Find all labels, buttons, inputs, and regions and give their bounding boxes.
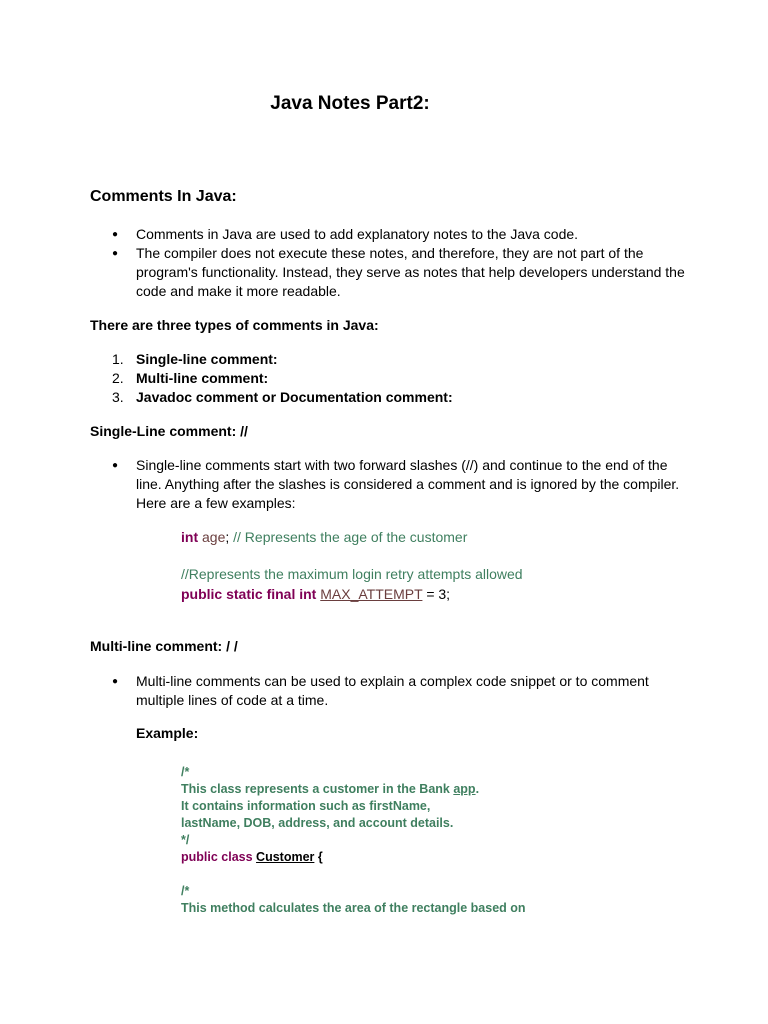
code-comment-text: . bbox=[475, 782, 480, 796]
code-class-decl bbox=[181, 849, 526, 866]
code-comment-close: */ bbox=[181, 833, 190, 847]
code-variable: age bbox=[202, 529, 226, 545]
list-label: Multi-line comment: bbox=[136, 370, 269, 386]
comments-bullet-list bbox=[112, 225, 692, 301]
code-line-2: //Represents the maximum login retry attempts allowed bbox=[181, 566, 523, 582]
code-class-name: Customer bbox=[256, 850, 315, 864]
code-rest: = 3; bbox=[426, 586, 451, 602]
code-line-1 bbox=[181, 528, 467, 547]
code-keyword: public class bbox=[181, 850, 253, 864]
code-comment-line: lastName, DOB, address, and account details. bbox=[181, 816, 454, 830]
code-comment-open: /* bbox=[181, 765, 190, 779]
list-item: ● The compiler does not execute these notes, and therefore, they are not part of the program's functionality. Instead, they serve as notes that help developers understand the code and make it more readable. bbox=[112, 244, 692, 301]
code-line-3 bbox=[181, 585, 450, 604]
list-number: 1. bbox=[112, 351, 124, 367]
single-line-bullet-list bbox=[112, 456, 692, 513]
multi-line-bullet-list bbox=[112, 672, 692, 710]
comment-types-list bbox=[112, 350, 453, 407]
list-item: ● Comments in Java are used to add explanatory notes to the Java code. bbox=[112, 225, 692, 244]
code-comment: // Represents the age of the customer bbox=[233, 529, 468, 545]
code-punct: ; bbox=[225, 529, 230, 545]
list-number: 3. bbox=[112, 389, 124, 405]
list-item bbox=[112, 369, 453, 388]
code-comment-line bbox=[181, 781, 526, 798]
list-label: Single-line comment: bbox=[136, 351, 278, 367]
list-item bbox=[112, 388, 453, 407]
list-label: Javadoc comment or Documentation comment: bbox=[136, 389, 453, 405]
list-item: ● Single-line comments start with two forward slashes (//) and continue to the end of the line. Anything after the slashes is considered a comment and is ignored by the compiler. Here are a few examples: bbox=[112, 456, 692, 513]
code-field: MAX_ATTEMPT bbox=[320, 586, 423, 602]
list-item: ● Multi-line comments can be used to explain a complex code snippet or to comment multiple lines of code at a time. bbox=[112, 672, 692, 710]
page-title: Java Notes Part2: bbox=[270, 93, 430, 114]
code-blank-line bbox=[181, 866, 526, 883]
types-intro: There are three types of comments in Java: bbox=[90, 317, 379, 333]
code-brace: { bbox=[317, 850, 323, 864]
multi-line-heading: Multi-line comment: / / bbox=[90, 638, 238, 654]
example-label: Example: bbox=[136, 725, 199, 741]
code-comment-open: /* bbox=[181, 884, 190, 898]
code-comment-line: It contains information such as firstName, bbox=[181, 799, 431, 813]
list-number: 2. bbox=[112, 370, 124, 386]
code-comment-text: This class represents a customer in the Bank bbox=[181, 782, 454, 796]
code-keyword: public static final int bbox=[181, 586, 317, 602]
multi-line-code-block bbox=[181, 764, 526, 917]
code-comment-line: This method calculates the area of the rectangle based on bbox=[181, 901, 526, 915]
list-item bbox=[112, 350, 453, 369]
code-keyword: int bbox=[181, 529, 199, 545]
single-line-heading: Single-Line comment: // bbox=[90, 423, 248, 439]
section-heading-comments: Comments In Java: bbox=[90, 188, 237, 205]
code-comment-link: app bbox=[453, 782, 476, 796]
